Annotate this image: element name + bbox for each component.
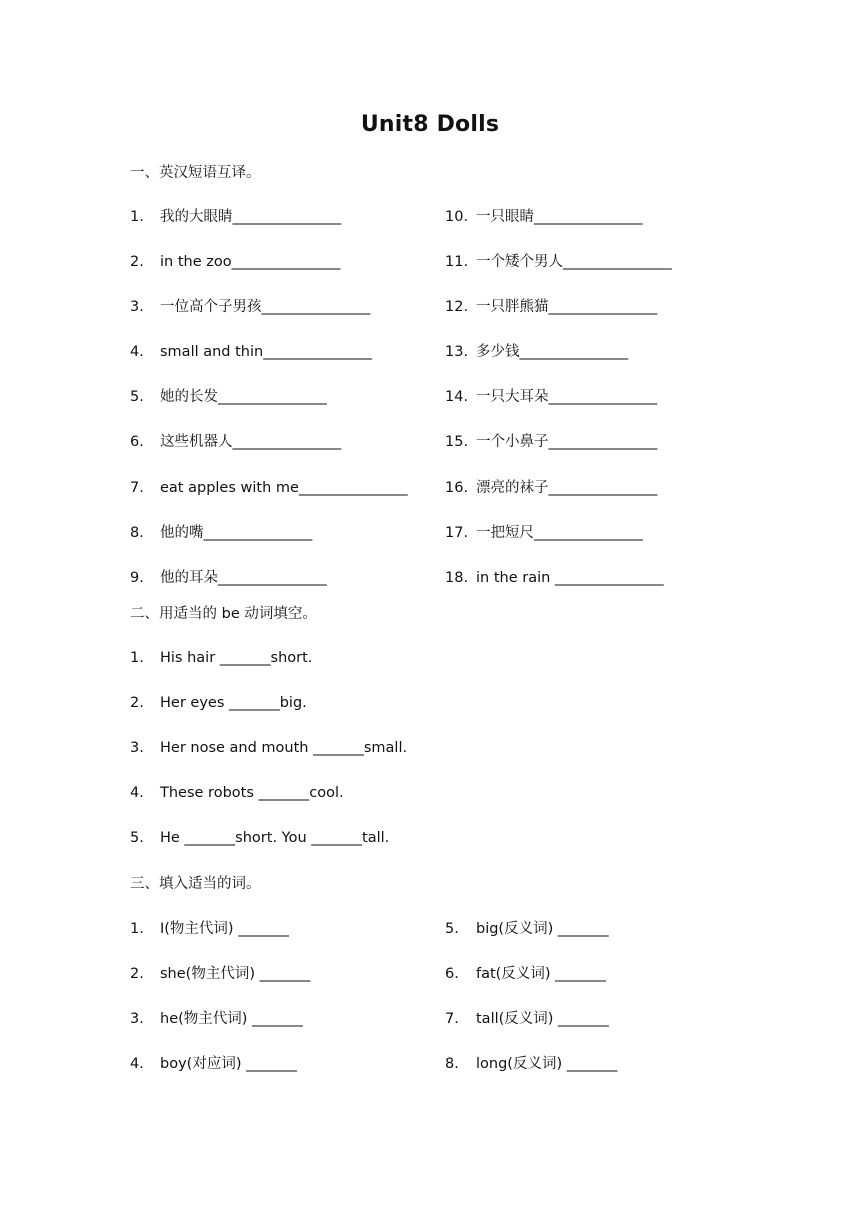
- item-text: Her nose and mouth _______small.: [160, 740, 408, 756]
- list-item: [130, 252, 340, 272]
- item-text: He _______short. You _______tall.: [160, 830, 390, 846]
- item-number: 3.: [130, 299, 144, 315]
- item-text: 一只胖熊猫_______________: [476, 299, 658, 315]
- item-text: His hair _______short.: [160, 650, 313, 666]
- item-text: in the zoo_______________: [160, 254, 341, 270]
- item-text: 一位高个子男孩_______________: [160, 299, 371, 315]
- item-number: 1.: [130, 650, 144, 666]
- list-item: [130, 387, 327, 407]
- item-number: 2.: [130, 695, 144, 711]
- item-text: small and thin_______________: [160, 344, 372, 360]
- list-item: [445, 387, 657, 407]
- item-text: 他的嘴_______________: [160, 525, 313, 541]
- item-text: 这些机器人_______________: [160, 434, 342, 450]
- item-number: 6.: [130, 434, 144, 450]
- item-text: 他的耳朵_______________: [160, 570, 327, 586]
- item-text: 一只大耳朵_______________: [476, 389, 658, 405]
- item-text: eat apples with me_______________: [160, 480, 408, 496]
- item-text: 一只眼睛_______________: [476, 209, 643, 225]
- item-number: 7.: [130, 480, 144, 496]
- item-text: 一个小鼻子_______________: [476, 434, 658, 450]
- item-text: 漂亮的袜子_______________: [476, 480, 658, 496]
- list-item: [445, 568, 664, 588]
- list-item: [130, 648, 312, 668]
- list-item: [130, 828, 389, 848]
- list-item: [445, 523, 643, 543]
- list-item: [130, 738, 407, 758]
- list-item: [130, 478, 408, 498]
- item-number: 2.: [130, 966, 144, 982]
- list-item: [130, 297, 370, 317]
- item-number: 5.: [130, 830, 144, 846]
- item-number: 4.: [130, 1056, 144, 1072]
- item-number: 3.: [130, 1011, 144, 1027]
- item-number: 9.: [130, 570, 144, 586]
- item-number: 16.: [445, 480, 469, 496]
- item-number: 2.: [130, 254, 144, 270]
- list-item: [130, 1054, 297, 1074]
- list-item: [130, 919, 289, 939]
- list-item: [445, 297, 657, 317]
- list-item: [130, 568, 327, 588]
- list-item: [445, 478, 657, 498]
- item-text: 多少钱_______________: [476, 344, 629, 360]
- item-number: 4.: [130, 785, 144, 801]
- item-number: 6.: [445, 966, 459, 982]
- item-text: I(物主代词) _______: [160, 921, 289, 937]
- item-text: in the rain _______________: [476, 570, 664, 586]
- list-item: [130, 1009, 303, 1029]
- item-number: 17.: [445, 525, 469, 541]
- list-item: [130, 342, 372, 362]
- list-item: [445, 342, 628, 362]
- item-number: 18.: [445, 570, 469, 586]
- item-text: 一个矮个男人_______________: [476, 254, 672, 270]
- list-item: [130, 432, 341, 452]
- item-text: she(物主代词) _______: [160, 966, 311, 982]
- list-item: [445, 252, 672, 272]
- item-text: tall(反义词) _______: [476, 1011, 609, 1027]
- list-item: [130, 783, 344, 803]
- item-number: 1.: [130, 209, 144, 225]
- item-text: These robots _______cool.: [160, 785, 344, 801]
- item-number: 12.: [445, 299, 469, 315]
- page-title: Unit8 Dolls: [360, 112, 500, 137]
- item-number: 8.: [130, 525, 144, 541]
- list-item: [130, 964, 310, 984]
- section-heading-be-verbs: 二、用适当的 be 动词填空。: [130, 606, 317, 622]
- section-heading-translation: 一、英汉短语互译。: [130, 165, 261, 181]
- item-number: 11.: [445, 254, 469, 270]
- item-number: 10.: [445, 209, 469, 225]
- item-number: 14.: [445, 389, 469, 405]
- item-number: 5.: [130, 389, 144, 405]
- item-text: 她的长发_______________: [160, 389, 327, 405]
- list-item: [445, 964, 606, 984]
- list-item: [445, 207, 643, 227]
- list-item: [130, 693, 307, 713]
- list-item: [130, 523, 312, 543]
- list-item: [445, 1054, 617, 1074]
- item-text: 一把短尺_______________: [476, 525, 643, 541]
- item-text: long(反义词) _______: [476, 1056, 618, 1072]
- item-number: 4.: [130, 344, 144, 360]
- item-number: 13.: [445, 344, 469, 360]
- list-item: [445, 1009, 609, 1029]
- item-number: 5.: [445, 921, 459, 937]
- list-item: [445, 432, 657, 452]
- item-text: 我的大眼睛_______________: [160, 209, 342, 225]
- item-text: big(反义词) _______: [476, 921, 609, 937]
- item-number: 7.: [445, 1011, 459, 1027]
- item-text: fat(反义词) _______: [476, 966, 606, 982]
- list-item: [445, 919, 609, 939]
- item-text: he(物主代词) _______: [160, 1011, 303, 1027]
- item-number: 1.: [130, 921, 144, 937]
- section-heading-fill-words: 三、填入适当的词。: [130, 876, 261, 892]
- item-number: 3.: [130, 740, 144, 756]
- item-number: 8.: [445, 1056, 459, 1072]
- item-number: 15.: [445, 434, 469, 450]
- item-text: Her eyes _______big.: [160, 695, 307, 711]
- list-item: [130, 207, 341, 227]
- item-text: boy(对应词) _______: [160, 1056, 297, 1072]
